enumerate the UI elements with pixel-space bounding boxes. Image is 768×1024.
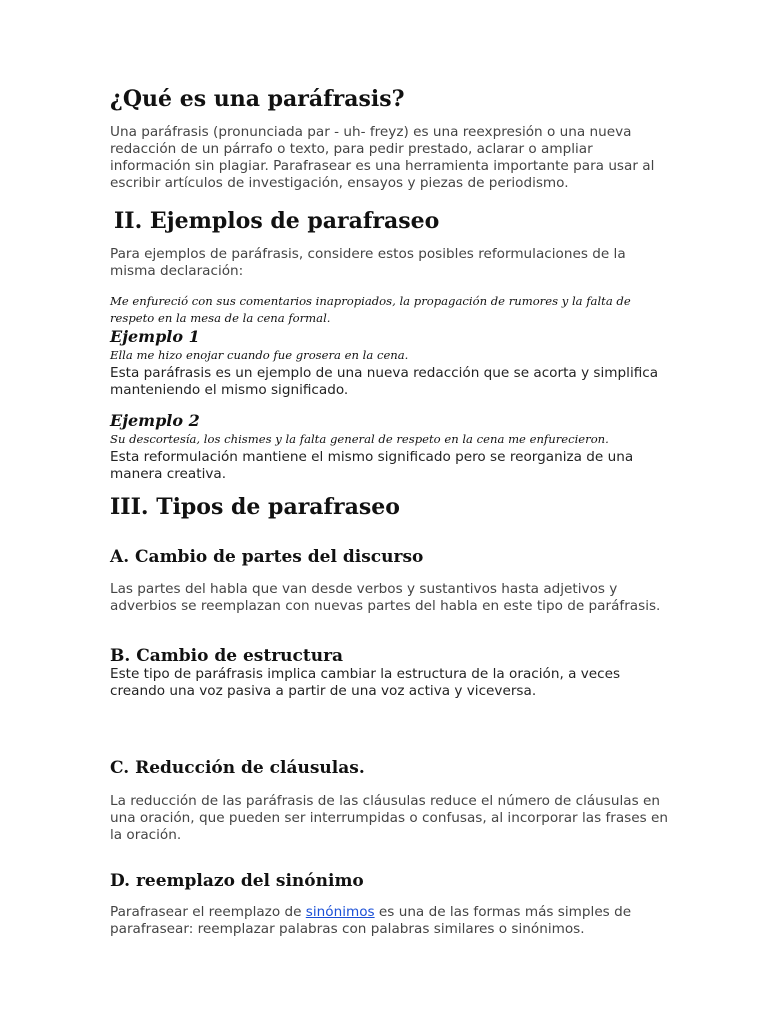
section-title-types: III. Tipos de parafraseo (110, 494, 400, 520)
paragraph-examples-intro: Para ejemplos de paráfrasis, considere estos posibles reformulaciones de la misma declaración: (110, 246, 626, 279)
subsection-d-body (110, 904, 670, 938)
example-2-quote: Su descortesía, los chismes y la falta general de respeto en la cena me enfurecieron. (110, 432, 609, 446)
section-title-what-is: ¿Qué es una paráfrasis? (110, 86, 405, 112)
subsection-c-title: C. Reducción de cláusulas. (110, 758, 365, 778)
subsection-d-title: D. reemplazo del sinónimo (110, 871, 364, 891)
subsection-a-title: A. Cambio de partes del discurso (110, 547, 424, 567)
subsection-b-body: Este tipo de paráfrasis implica cambiar la estructura de la oración, a veces creando una voz pasiva a partir de una voz activa y viceversa. (110, 666, 621, 699)
paragraph-definition: Una paráfrasis (pronunciada par - uh- freyz) es una reexpresión o una nueva redacción de un párrafo o texto, para pedir prestado, aclarar o ampliar información sin plagiar. Parafrasear es una herramienta importante para usar al escribir artículos de investigación, ensayos y piezas de periodismo. (110, 124, 655, 191)
section-title-examples: II. Ejemplos de parafraseo (114, 208, 440, 234)
example-1-explanation: Esta paráfrasis es un ejemplo de una nueva redacción que se acorta y simplifica manteniendo el mismo significado. (110, 365, 659, 398)
original-statement: Me enfureció con sus comentarios inapropiados, la propagación de rumores y la falta de respeto en la mesa de la cena formal. (110, 294, 631, 325)
subsection-d-text-pre: Parafrasear el reemplazo de (110, 904, 306, 920)
example-2-title: Ejemplo 2 (110, 411, 200, 430)
example-1-title: Ejemplo 1 (110, 327, 200, 346)
example-1-quote: Ella me hizo enojar cuando fue grosera en la cena. (110, 348, 409, 362)
example-2-explanation: Esta reformulación mantiene el mismo significado pero se reorganiza de una manera creativa. (110, 449, 634, 482)
subsection-a-body: Las partes del habla que van desde verbos y sustantivos hasta adjetivos y adverbios se reemplazan con nuevas partes del habla en este tipo de paráfrasis. (110, 581, 661, 614)
subsection-d-text-post: es una de las formas más simples de parafrasear: reemplazar palabras con palabras similares o sinónimos. (110, 904, 632, 937)
subsection-c-body: La reducción de las paráfrasis de las cláusulas reduce el número de cláusulas en una oración, que pueden ser interrumpidas o confusas, al incorporar las frases en la oración. (110, 793, 669, 843)
subsection-b-title: B. Cambio de estructura (110, 646, 344, 666)
synonyms-link[interactable]: sinónimos (305, 904, 375, 920)
